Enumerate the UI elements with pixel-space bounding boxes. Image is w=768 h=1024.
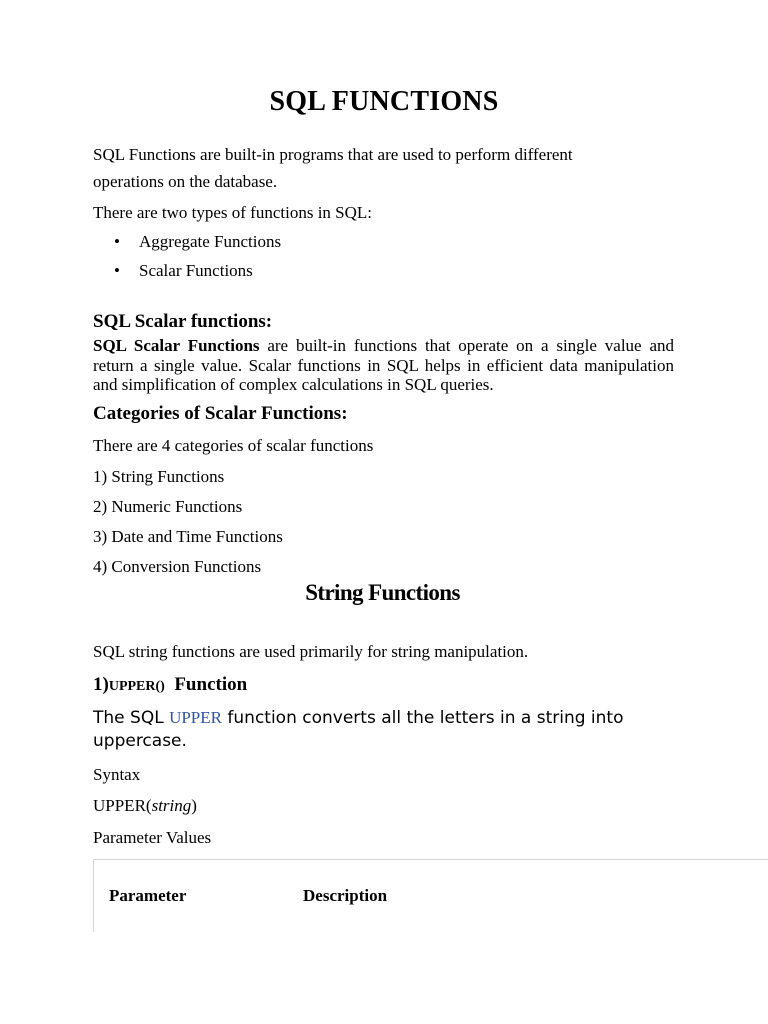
upper-desc-before: The SQL — [93, 708, 170, 728]
upper-desc-after: function converts all the letters in a string into uppercase. — [93, 708, 624, 751]
list-item-aggregate: Aggregate Functions — [139, 232, 282, 251]
list-item-scalar: Scalar Functions — [139, 261, 253, 280]
parameter-values-label: Parameter Values — [93, 828, 212, 847]
upper-number: 1) — [93, 674, 109, 695]
upper-fn-name: UPPER() — [108, 679, 165, 694]
string-functions-description: SQL string functions are used primarily for string manipulation. — [93, 642, 529, 661]
section-heading-categories: Categories of Scalar Functions: — [93, 403, 348, 424]
table-header-description: Description — [303, 886, 388, 905]
syntax-label: Syntax — [93, 765, 141, 784]
category-item: 4) Conversion Functions — [93, 557, 262, 576]
page-bottom-area — [0, 932, 768, 1024]
parameter-table — [93, 859, 768, 940]
upper-link[interactable]: UPPER — [169, 708, 222, 727]
section-heading-string-functions: String Functions — [305, 580, 460, 605]
table-header-parameter: Parameter — [109, 886, 187, 905]
scalar-paragraph-text: are built-in functions that operate on a single value and return a single value. Scalar functions in SQL helps in efficient data manipulation and simplification of complex calculations in SQL queries. — [93, 336, 674, 394]
bullet-marker: • — [114, 232, 120, 251]
upper-description — [93, 706, 693, 753]
category-item: 1) String Functions — [93, 467, 225, 486]
page-title: SQL FUNCTIONS — [269, 86, 499, 117]
category-item: 2) Numeric Functions — [93, 497, 243, 516]
categories-intro: There are 4 categories of scalar functions — [93, 436, 374, 455]
upper-function-heading — [93, 674, 247, 696]
category-item: 3) Date and Time Functions — [93, 527, 283, 546]
syntax-code — [93, 792, 197, 819]
bullet-marker: • — [114, 261, 120, 280]
section-heading-scalar: SQL Scalar functions: — [93, 311, 273, 332]
scalar-bold-lead: SQL Scalar Functions — [93, 336, 260, 355]
intro-line-2: operations on the database. — [93, 172, 278, 191]
syntax-prefix: UPPER( — [93, 796, 152, 815]
syntax-suffix: ) — [191, 796, 197, 815]
intro-line-1: SQL Functions are built-in programs that are used to perform different — [93, 145, 573, 164]
upper-fn-word: Function — [174, 674, 248, 695]
types-intro: There are two types of functions in SQL: — [93, 203, 373, 222]
scalar-paragraph — [93, 336, 674, 395]
syntax-arg: string — [151, 796, 192, 815]
